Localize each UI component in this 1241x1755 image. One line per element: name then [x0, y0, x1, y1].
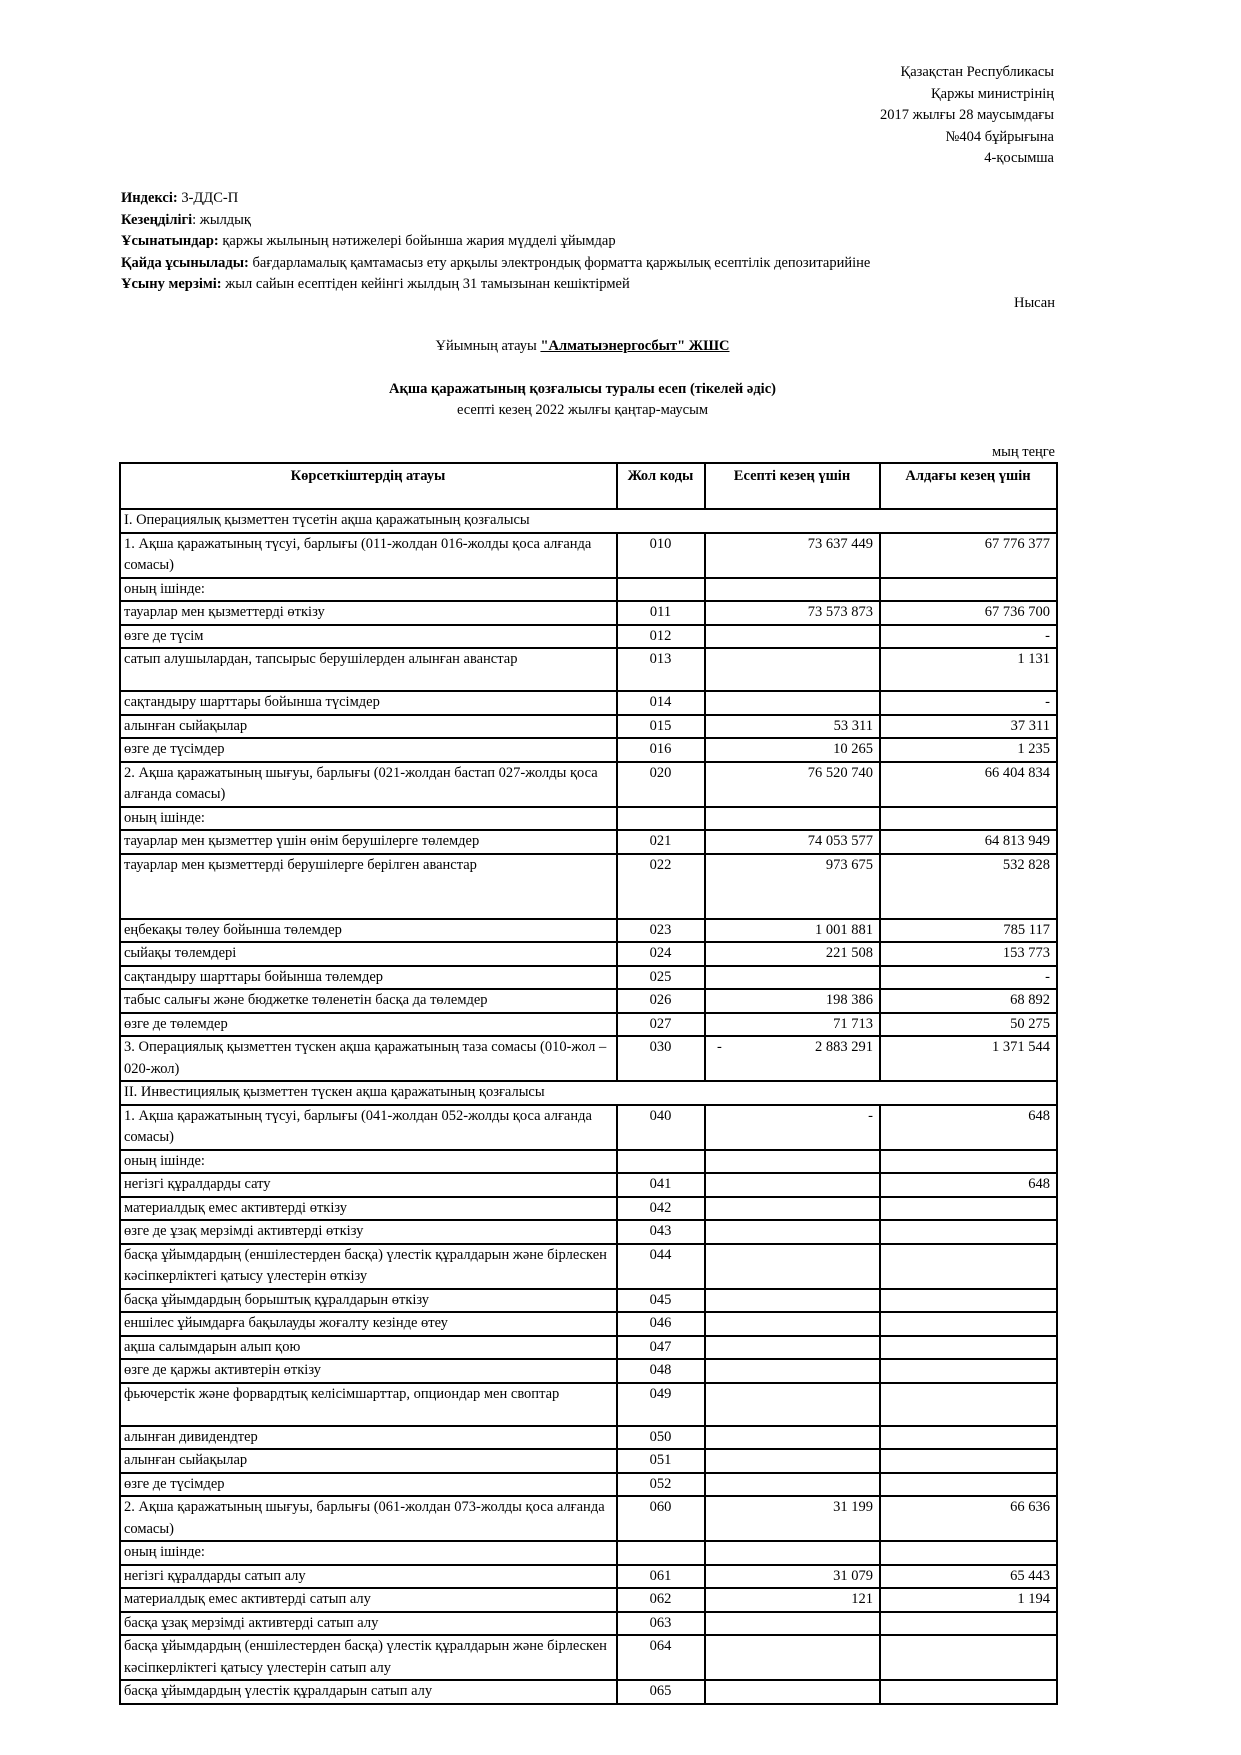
current-amount: 121: [851, 1591, 873, 1607]
row-current-value: [705, 1473, 880, 1497]
table-row: [120, 1541, 1057, 1565]
row-name: табыс салығы және бюджетке төленетін басқа да төлемдер: [120, 989, 617, 1013]
row-current-value: [705, 1312, 880, 1336]
row-current-value: [705, 1426, 880, 1450]
table-row: [120, 1612, 1057, 1636]
section-row: [120, 1081, 1057, 1105]
row-name: негізгі құралдарды сатып алу: [120, 1565, 617, 1589]
row-code: 025: [617, 966, 705, 990]
table-row: [120, 1336, 1057, 1360]
row-name: тауарлар мен қызметтерді өткізу: [120, 601, 617, 625]
header-line: 2017 жылғы 28 маусымдағы: [880, 107, 1054, 123]
section-row: [120, 509, 1057, 533]
section-title: II. Инвестициялық қызметтен түскен ақша қаражатының қозғалысы: [120, 1081, 1057, 1105]
row-current-value: [705, 691, 880, 715]
row-previous-value: 648: [880, 1173, 1057, 1197]
row-previous-value: [880, 1220, 1057, 1244]
row-code: 060: [617, 1496, 705, 1541]
row-name: тауарлар мен қызметтер үшін өнім берушілерге төлемдер: [120, 830, 617, 854]
table-row: [120, 1312, 1057, 1336]
row-name: 1. Ақша қаражатының түсуі, барлығы (011-жолдан 016-жолды қоса алғанда сомасы): [120, 533, 617, 578]
table-row: [120, 762, 1057, 807]
table-row: [120, 1289, 1057, 1313]
row-current-value: [705, 1244, 880, 1289]
table-row: [120, 966, 1057, 990]
row-previous-value: 65 443: [880, 1565, 1057, 1589]
header-line: 4-қосымша: [984, 150, 1054, 166]
row-code: 026: [617, 989, 705, 1013]
current-amount: 31 199: [833, 1499, 873, 1515]
row-current-value: [705, 1588, 880, 1612]
row-previous-value: 66 404 834: [880, 762, 1057, 807]
row-previous-value: -: [880, 691, 1057, 715]
row-code: 064: [617, 1635, 705, 1680]
row-code: 065: [617, 1680, 705, 1704]
order-reference: [880, 62, 1054, 170]
row-code: 027: [617, 1013, 705, 1037]
current-amount: 1 001 881: [815, 921, 873, 938]
table-row: [120, 1197, 1057, 1221]
table-row: [120, 1496, 1057, 1541]
column-header-code: Жол коды: [617, 463, 705, 509]
current-amount: 221 508: [825, 945, 873, 961]
table-row: [120, 1635, 1057, 1680]
current-amount: 198 386: [825, 992, 873, 1008]
row-name: 2. Ақша қаражатының шығуы, барлығы (021-жолдан бастап 027-жолды қоса алғанда сомасы): [120, 762, 617, 807]
row-current-value: [705, 1635, 880, 1680]
table-row: [120, 942, 1057, 966]
row-code: 061: [617, 1565, 705, 1589]
row-name: өзге де түсімдер: [120, 738, 617, 762]
header-line: Қаржы министрінің: [931, 85, 1054, 102]
row-current-value: [705, 1150, 880, 1174]
table-row: [120, 738, 1057, 762]
organization-line: Ұйымның атауы "Алматыэнергосбыт" ЖШС: [435, 338, 730, 354]
current-amount: 73 573 873: [807, 604, 873, 620]
row-name: сақтандыру шарттары бойынша төлемдер: [120, 966, 617, 990]
row-current-value: [705, 1449, 880, 1473]
current-amount: 74 053 577: [807, 833, 873, 849]
row-previous-value: [880, 1359, 1057, 1383]
current-amount: 2 883 291: [815, 1039, 873, 1055]
table-header-row: [120, 463, 1057, 509]
row-code: 047: [617, 1336, 705, 1360]
meta-where: Қайда ұсынылады: бағдарламалық қамтамасыз ету арқылы электрондық форматта қаржылық есептілік депозитарийіне: [121, 254, 871, 271]
row-previous-value: [880, 807, 1057, 831]
meta-period: Кезеңділігі: жылдық: [121, 211, 251, 228]
table-row: [120, 1220, 1057, 1244]
table-row: [120, 1244, 1057, 1289]
table-row: [120, 533, 1057, 578]
current-amount: 53 311: [833, 717, 873, 734]
row-code: [617, 1541, 705, 1565]
row-previous-value: [880, 1312, 1057, 1336]
row-name: негізгі құралдарды сату: [120, 1173, 617, 1197]
row-code: 062: [617, 1588, 705, 1612]
row-code: 024: [617, 942, 705, 966]
row-current-value: [705, 1383, 880, 1426]
row-previous-value: [880, 1383, 1057, 1426]
row-code: 010: [617, 533, 705, 578]
row-current-value: [705, 578, 880, 602]
row-previous-value: 67 736 700: [880, 601, 1057, 625]
row-previous-value: 68 892: [880, 989, 1057, 1013]
row-current-value: [705, 1197, 880, 1221]
column-header-current: Есепті кезең үшін: [705, 463, 880, 509]
row-current-value: [705, 625, 880, 649]
row-current-value: [705, 1680, 880, 1704]
row-code: 041: [617, 1173, 705, 1197]
row-name: өзге де түсім: [120, 625, 617, 649]
current-amount: 10 265: [833, 741, 873, 757]
row-previous-value: 66 636: [880, 1496, 1057, 1541]
row-name: еншілес ұйымдарға бақылауды жоғалту кезінде өтеу: [120, 1312, 617, 1336]
row-previous-value: [880, 1197, 1057, 1221]
row-previous-value: [880, 1635, 1057, 1680]
row-current-value: [705, 738, 880, 762]
table-row: [120, 715, 1057, 739]
row-code: 045: [617, 1289, 705, 1313]
row-code: 046: [617, 1312, 705, 1336]
row-current-value: [705, 1105, 880, 1150]
row-current-value: [705, 1336, 880, 1360]
row-current-value: [705, 1541, 880, 1565]
row-code: 020: [617, 762, 705, 807]
row-previous-value: [880, 1541, 1057, 1565]
row-name: өзге де түсімдер: [120, 1473, 617, 1497]
meta-deadline: Ұсыну мерзімі: жыл сайын есептіден кейінгі жылдың 31 тамызынан кешіктірмей: [121, 276, 630, 292]
table-row: [120, 1036, 1057, 1081]
row-name: басқа ұйымдардың (еншілестерден басқа) үлестік құралдарын және бірлескен кәсіпкерліктегі қатысу үлестерін сатып алу: [120, 1635, 617, 1680]
row-name: оның ішінде:: [120, 1541, 617, 1565]
row-code: 063: [617, 1612, 705, 1636]
row-current-value: [705, 1612, 880, 1636]
row-name: оның ішінде:: [120, 578, 617, 602]
row-current-value: [705, 1013, 880, 1037]
section-title: I. Операциялық қызметтен түсетін ақша қаражатының қозғалысы: [120, 509, 1057, 533]
row-code: 052: [617, 1473, 705, 1497]
current-amount: 71 713: [833, 1015, 873, 1032]
row-previous-value: [880, 1612, 1057, 1636]
row-current-value: [705, 601, 880, 625]
row-code: [617, 807, 705, 831]
row-name: 2. Ақша қаражатының шығуы, барлығы (061-жолдан 073-жолды қоса алғанда сомасы): [120, 1496, 617, 1541]
row-name: 1. Ақша қаражатының түсуі, барлығы (041-жолдан 052-жолды қоса алғанда сомасы): [120, 1105, 617, 1150]
row-name: оның ішінде:: [120, 807, 617, 831]
row-code: 050: [617, 1426, 705, 1450]
row-name: басқа ұйымдардың борыштық құралдарын өткізу: [120, 1289, 617, 1313]
row-name: оның ішінде:: [120, 1150, 617, 1174]
row-code: 023: [617, 919, 705, 943]
row-previous-value: 648: [880, 1105, 1057, 1150]
table-row: [120, 1473, 1057, 1497]
row-current-value: [705, 715, 880, 739]
row-previous-value: [880, 1244, 1057, 1289]
row-name: сыйақы төлемдері: [120, 942, 617, 966]
meta-submitters: Ұсынатындар: қаржы жылының нәтижелері бойынша жария мүдделі ұйымдар: [121, 233, 616, 249]
table-row: [120, 854, 1057, 919]
row-previous-value: -: [880, 966, 1057, 990]
row-previous-value: 1 194: [880, 1588, 1057, 1612]
table-row: [120, 1565, 1057, 1589]
table-row: [120, 1680, 1057, 1704]
row-current-value: [705, 989, 880, 1013]
row-current-value: [705, 807, 880, 831]
table-row: [120, 807, 1057, 831]
row-current-value: [705, 1359, 880, 1383]
row-name: еңбекақы төлеу бойынша төлемдер: [120, 919, 617, 943]
row-current-value: [705, 648, 880, 691]
row-current-value: [705, 533, 880, 578]
table-row: [120, 1383, 1057, 1426]
row-code: [617, 1150, 705, 1174]
table-row: [120, 830, 1057, 854]
form-label: Нысан: [1013, 295, 1055, 311]
row-current-value: [705, 762, 880, 807]
row-code: 030: [617, 1036, 705, 1081]
row-name: өзге де қаржы активтерін өткізу: [120, 1359, 617, 1383]
row-current-value: [705, 1289, 880, 1313]
row-current-value: [705, 1496, 880, 1541]
row-name: сатып алушылардан, тапсырыс берушілерден алынған аванстар: [120, 648, 617, 691]
column-header-name: Көрсеткіштердің атауы: [120, 463, 617, 509]
organization-name: "Алматыэнергосбыт" ЖШС: [540, 338, 730, 354]
table-row: [120, 1173, 1057, 1197]
row-previous-value: 1 131: [880, 648, 1057, 691]
row-previous-value: [880, 1473, 1057, 1497]
row-code: 049: [617, 1383, 705, 1426]
row-previous-value: 50 275: [880, 1013, 1057, 1037]
row-code: 040: [617, 1105, 705, 1150]
row-previous-value: [880, 1289, 1057, 1313]
row-previous-value: -: [880, 625, 1057, 649]
row-previous-value: 532 828: [880, 854, 1057, 919]
row-code: 048: [617, 1359, 705, 1383]
table-row: [120, 648, 1057, 691]
row-name: басқа ұзақ мерзімді активтерді сатып алу: [120, 1612, 617, 1636]
table-row: [120, 1105, 1057, 1150]
meta-index: Индексі: 3-ДДС-П: [121, 190, 239, 206]
row-name: алынған сыйақылар: [120, 1449, 617, 1473]
row-name: материалдық емес активтерді өткізу: [120, 1197, 617, 1221]
table-row: [120, 1013, 1057, 1037]
negative-sign: -: [717, 1039, 722, 1055]
row-previous-value: [880, 578, 1057, 602]
row-code: 012: [617, 625, 705, 649]
report-title: Ақша қаражатының қозғалысы туралы есеп (тікелей әдіс): [389, 381, 776, 397]
row-current-value: [705, 1220, 880, 1244]
row-current-value: [705, 854, 880, 919]
row-previous-value: [880, 1426, 1057, 1450]
row-previous-value: [880, 1680, 1057, 1704]
row-previous-value: [880, 1449, 1057, 1473]
row-code: 013: [617, 648, 705, 691]
table-row: [120, 1449, 1057, 1473]
table-body: [120, 509, 1057, 1704]
row-code: 015: [617, 715, 705, 739]
current-amount: 973 675: [825, 856, 873, 873]
table-row: [120, 1359, 1057, 1383]
row-name: басқа ұйымдардың (еншілестерден басқа) үлестік құралдарын және бірлескен кәсіпкерліктегі қатысу үлестерін өткізу: [120, 1244, 617, 1289]
row-code: 022: [617, 854, 705, 919]
row-name: өзге де ұзақ мерзімді активтерді өткізу: [120, 1220, 617, 1244]
report-period: есепті кезең 2022 жылғы қаңтар-маусым: [456, 402, 709, 418]
header-line: Қазақстан Республикасы: [900, 64, 1054, 80]
row-name: сақтандыру шарттары бойынша түсімдер: [120, 691, 617, 715]
row-name: басқа ұйымдардың үлестік құралдарын сатып алу: [120, 1680, 617, 1704]
table-row: [120, 1150, 1057, 1174]
header-line: №404 бұйрығына: [945, 128, 1054, 145]
row-code: 043: [617, 1220, 705, 1244]
row-current-value: [705, 942, 880, 966]
row-code: 014: [617, 691, 705, 715]
row-current-value: [705, 966, 880, 990]
row-code: 042: [617, 1197, 705, 1221]
row-name: материалдық емес активтерді сатып алу: [120, 1588, 617, 1612]
table-row: [120, 578, 1057, 602]
table-row: [120, 989, 1057, 1013]
current-amount: 76 520 740: [807, 764, 873, 781]
row-previous-value: 1 235: [880, 738, 1057, 762]
row-code: 021: [617, 830, 705, 854]
cash-flow-table: [119, 462, 1058, 1705]
table-row: [120, 691, 1057, 715]
current-amount: 31 079: [833, 1567, 873, 1584]
row-current-value: [705, 1565, 880, 1589]
row-current-value: [705, 830, 880, 854]
row-previous-value: 37 311: [880, 715, 1057, 739]
row-previous-value: [880, 1150, 1057, 1174]
row-current-value: [705, 919, 880, 943]
row-previous-value: 153 773: [880, 942, 1057, 966]
row-code: 016: [617, 738, 705, 762]
row-previous-value: 785 117: [880, 919, 1057, 943]
row-previous-value: 64 813 949: [880, 830, 1057, 854]
row-code: [617, 578, 705, 602]
row-name: 3. Операциялық қызметтен түскен ақша қаражатының таза сомасы (010-жол – 020-жол): [120, 1036, 617, 1081]
row-name: алынған дивидендтер: [120, 1426, 617, 1450]
form-metadata: [121, 188, 870, 296]
table-row: [120, 601, 1057, 625]
row-previous-value: 67 776 377: [880, 533, 1057, 578]
row-previous-value: [880, 1336, 1057, 1360]
table-row: [120, 1426, 1057, 1450]
row-code: 051: [617, 1449, 705, 1473]
row-name: ақша салымдарын алып қою: [120, 1336, 617, 1360]
row-code: 011: [617, 601, 705, 625]
row-name: өзге де төлемдер: [120, 1013, 617, 1037]
row-previous-value: 1 371 544: [880, 1036, 1057, 1081]
current-amount: -: [868, 1107, 873, 1124]
row-code: 044: [617, 1244, 705, 1289]
column-header-previous: Алдағы кезең үшін: [880, 463, 1057, 509]
table-row: [120, 1588, 1057, 1612]
row-name: фьючерстік және форвардтық келісімшарттар, опциондар мен своптар: [120, 1383, 617, 1426]
row-current-value: [705, 1036, 880, 1081]
row-current-value: [705, 1173, 880, 1197]
row-name: алынған сыйақылар: [120, 715, 617, 739]
row-name: тауарлар мен қызметтерді берушілерге берілген аванстар: [120, 854, 617, 919]
current-amount: 73 637 449: [807, 535, 873, 552]
table-row: [120, 625, 1057, 649]
table-row: [120, 919, 1057, 943]
currency-unit: мың теңге: [991, 444, 1055, 460]
